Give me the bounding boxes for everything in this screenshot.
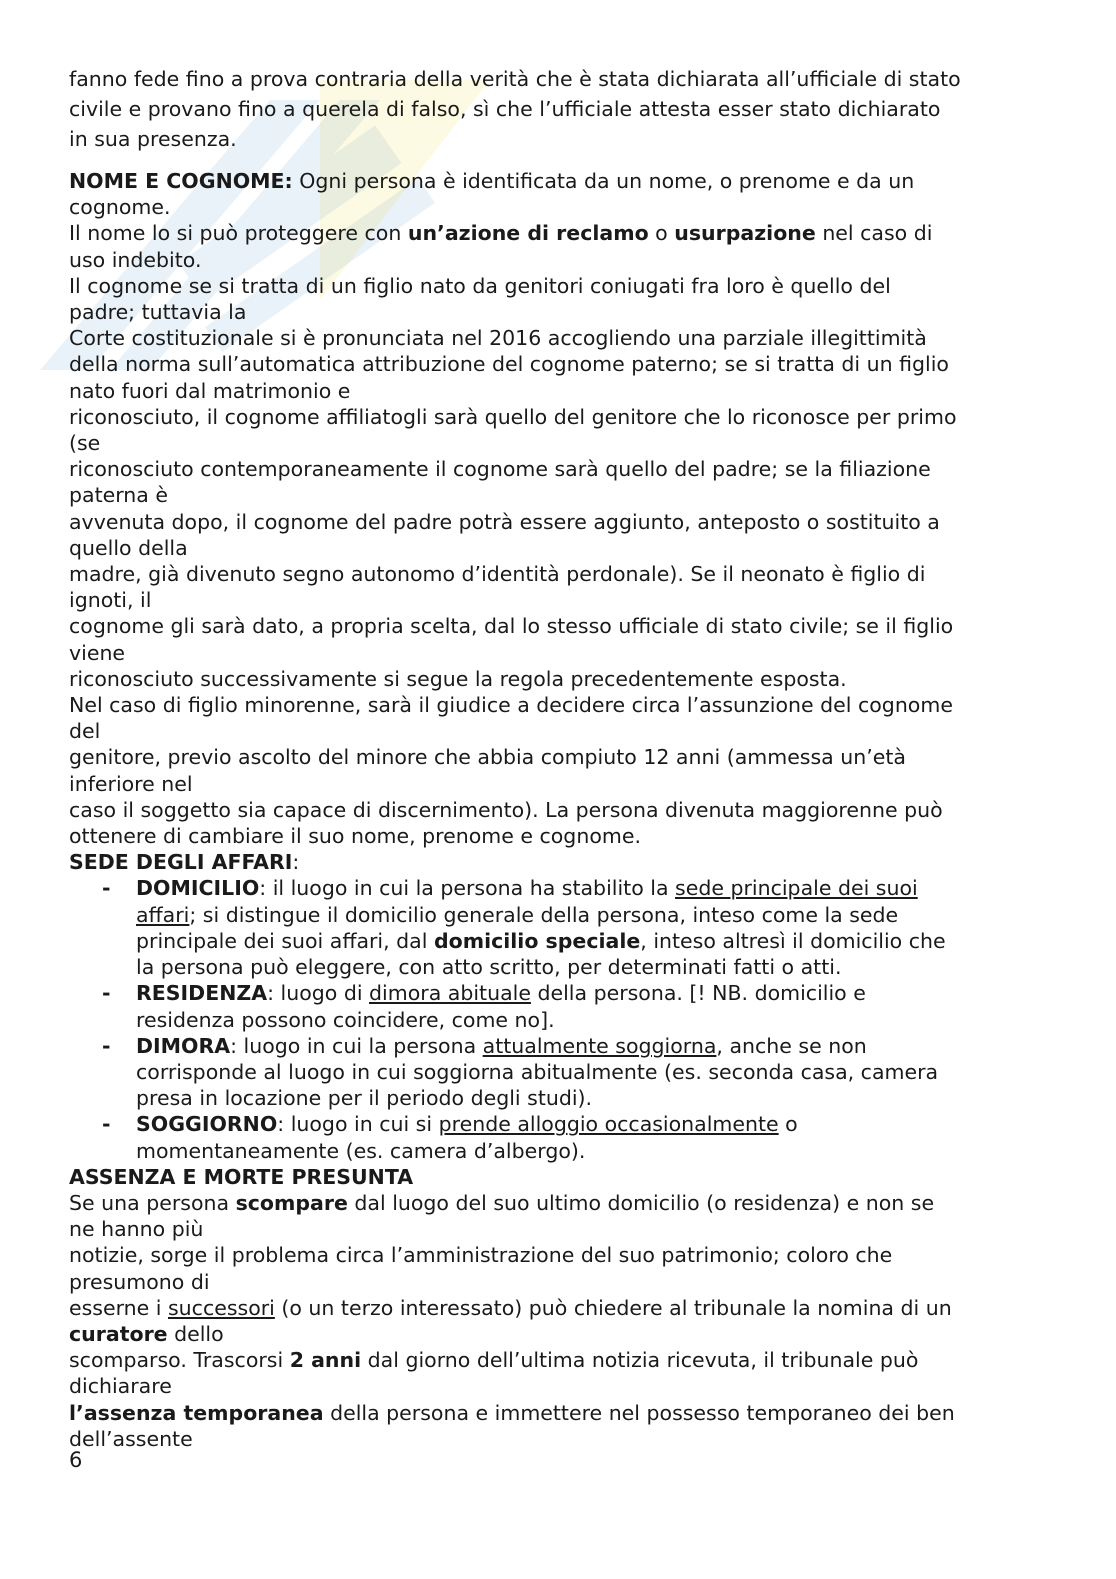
text-line: notizie, sorge il problema circa l’amministrazione del suo patrimonio; coloro che	[69, 1243, 893, 1268]
list-item-soggiorno: - SOGGIORNO: luogo in cui si prende alloggio occasionalmente o momentaneamente (es. camera d’albergo).	[102, 1112, 798, 1163]
text-line: quello della	[69, 535, 188, 560]
text-line: madre, già divenuto segno autonomo d’identità perdonale). Se il neonato è figlio di	[69, 562, 926, 587]
text-line: cognome.	[69, 195, 171, 220]
text-line: avvenuta dopo, il cognome del padre potrà essere aggiunto, anteposto o sostituito a	[69, 509, 940, 534]
list-item-dimora: - DIMORA: luogo in cui la persona attualmente soggiorna, anche se non corrisponde al luogo in cui soggiorna abitualmente (es. seconda casa, camera presa in locazione per il periodo degli studi).	[102, 1033, 939, 1111]
text-line: Il cognome se si tratta di un figlio nato da genitori coniugati fra loro è quello del	[69, 273, 891, 298]
section-assenza	[69, 1164, 1059, 1452]
text-line: paterna è	[69, 483, 168, 508]
intro-paragraph	[69, 64, 1059, 154]
text-line: dichiarare	[69, 1374, 172, 1399]
text-line: del	[69, 719, 101, 744]
page-number: 6	[69, 1448, 83, 1472]
text-line: caso il soggetto sia capace di discernimento). La persona divenuta maggiorenne può	[69, 797, 943, 822]
text-line: inferiore nel	[69, 771, 193, 796]
text-line: ignoti, il	[69, 588, 152, 613]
text-line: ne hanno più	[69, 1217, 204, 1242]
text-line: viene	[69, 640, 126, 665]
bullet-list	[69, 875, 1059, 1163]
text-line: della norma sull’automatica attribuzione del cognome paterno; se si tratta di un figlio	[69, 352, 949, 377]
text-line: ottenere di cambiare il suo nome, prenome e cognome.	[69, 824, 641, 849]
document-page	[69, 64, 1059, 1452]
text-line: civile e provano fino a querela di falso, sì che l’ufficiale attesta esser stato dichiarato	[69, 97, 941, 121]
text-line: (se	[69, 431, 101, 456]
list-item-domicilio: - DOMICILIO: il luogo in cui la persona ha stabilito la sede principale dei suoi affari; si distingue il domicilio generale della persona, inteso come la sede principale dei suoi affari, dal domicilio speciale, inteso altresì il domicilio che la persona può eleggere, con atto scritto, per determinati fatti o atti.	[102, 876, 946, 980]
text-line: Il nome lo si può proteggere con un’azione di reclamo o usurpazione nel caso di	[69, 221, 933, 246]
text-line: fanno fede fino a prova contraria della verità che è stata dichiarata all’ufficiale di stato	[69, 67, 961, 91]
section-nome-cognome	[69, 168, 1059, 849]
text-line: dell’assente	[69, 1426, 193, 1451]
list-item-residenza: - RESIDENZA: luogo di dimora abituale della persona. [! NB. domicilio e residenza possono coincidere, come no].	[102, 981, 866, 1032]
text-line: Nel caso di figlio minorenne, sarà il giudice a decidere circa l’assunzione del cognome	[69, 693, 953, 718]
text-line: Se una persona scompare dal luogo del suo ultimo domicilio (o residenza) e non se	[69, 1190, 935, 1215]
text-line: nato fuori dal matrimonio e	[69, 378, 351, 403]
dash-bullet: -	[102, 981, 111, 1006]
section-sede-affari	[69, 849, 1059, 1163]
dash-bullet: -	[102, 876, 111, 901]
text-line: scomparso. Trascorsi 2 anni dal giorno dell’ultima notizia ricevuta, il tribunale può	[69, 1348, 919, 1373]
text-line: Corte costituzionale si è pronunciata nel 2016 accogliendo una parziale illegittimità	[69, 326, 927, 351]
dash-bullet: -	[102, 1033, 111, 1058]
text-line: cognome gli sarà dato, a propria scelta, dal lo stesso ufficiale di stato civile; se il figlio	[69, 614, 954, 639]
section-heading: ASSENZA E MORTE PRESUNTA	[69, 1164, 414, 1189]
text-line: riconosciuto contemporaneamente il cognome sarà quello del padre; se la filiazione	[69, 457, 931, 482]
text-line: in sua presenza.	[69, 127, 237, 151]
text-line: riconosciuto, il cognome affiliatogli sarà quello del genitore che lo riconosce per primo	[69, 404, 957, 429]
text-line: uso indebito.	[69, 247, 202, 272]
text-line: presumono di	[69, 1269, 210, 1294]
dash-bullet: -	[102, 1112, 111, 1137]
text-line: genitore, previo ascolto del minore che abbia compiuto 12 anni (ammessa un’età	[69, 745, 906, 770]
text-line: NOME E COGNOME: Ogni persona è identificata da un nome, o prenome e da un	[69, 169, 915, 193]
text-line: l’assenza temporanea della persona e immettere nel possesso temporaneo dei ben	[69, 1400, 955, 1425]
section-heading: SEDE DEGLI AFFARI:	[69, 850, 300, 875]
text-line: curatore dello	[69, 1321, 224, 1346]
text-line: padre; tuttavia la	[69, 300, 247, 325]
text-line: riconosciuto successivamente si segue la regola precedentemente esposta.	[69, 666, 847, 691]
section-heading: NOME E COGNOME:	[69, 169, 293, 193]
text-line: esserne i successori (o un terzo interessato) può chiedere al tribunale la nomina di un	[69, 1295, 952, 1320]
